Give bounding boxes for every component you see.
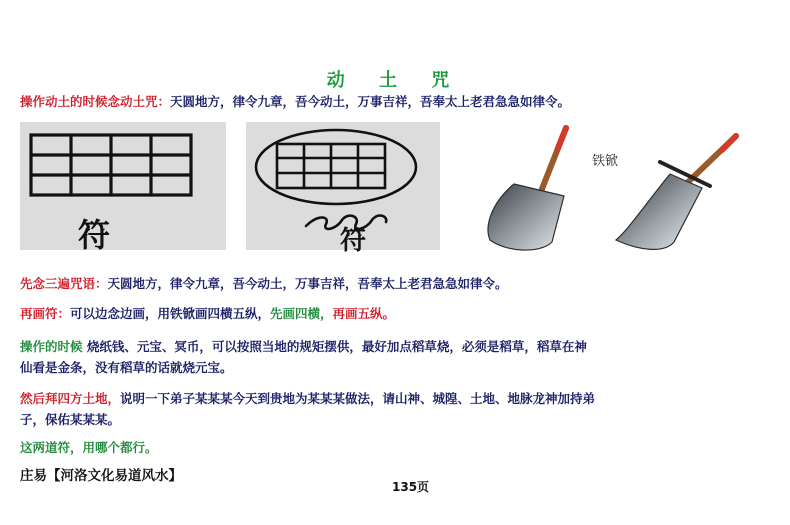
worship-label: 然后拜四方土地， — [20, 391, 121, 406]
line-either-talisman: 这两道符，用哪个都行。 — [20, 440, 158, 455]
fu-character-1: 符 — [78, 216, 111, 254]
line-operation — [20, 336, 750, 378]
page-number: 135页 — [392, 480, 430, 494]
mantra-intro-label: 操作动土的时候念动土咒： — [20, 94, 171, 109]
line-worship — [20, 388, 750, 430]
talisman-circle-image — [246, 122, 440, 256]
talisman-grid-drawing — [20, 122, 226, 250]
chant-text: 天圆地方，律令九章，吾今动土，万事吉祥，吾奉太上老君急急如律令。 — [107, 276, 508, 291]
draw-step-horizontal: 先画四横， — [270, 306, 333, 321]
line-draw-talisman — [20, 304, 750, 324]
operation-text-a: 烧纸钱、元宝、冥币，可以按照当地的规矩摆供，最好加点稻草烧，必须是稻草，稻草在神 — [82, 339, 587, 354]
iron-shovel-illustration — [478, 122, 758, 262]
shovel-label: 铁锨 — [592, 154, 619, 169]
line-mantra-intro — [20, 92, 750, 112]
worship-text-b: 子，保佑某某某。 — [20, 412, 121, 427]
page-title: 动 土 咒 — [326, 70, 464, 91]
draw-label: 再画符： — [20, 306, 71, 321]
fu-character-2: 符 — [340, 226, 367, 256]
mantra-intro-text: 天圆地方，律令九章，吾今动土，万事吉祥，吾奉太上老君急急如律令。 — [170, 94, 571, 109]
talisman-grid-image — [20, 122, 226, 254]
footer-credit: 庄易【河洛文化易道风水】 — [20, 468, 182, 484]
shovel-right — [616, 136, 736, 249]
draw-step-vertical: 再画五纵。 — [332, 306, 396, 321]
worship-text-a: 说明一下弟子某某某今天到贵地为某某某做法，请山神、城隍、土地、地脉龙神加持弟 — [120, 391, 596, 406]
operation-label: 操作的时候 — [20, 339, 83, 354]
chant-label: 先念三遍咒语： — [20, 276, 108, 291]
draw-text: 可以边念边画，用铁锨画四横五纵， — [70, 306, 271, 321]
shovel-left — [488, 128, 566, 250]
operation-text-b: 仙看是金条，没有稻草的话就烧元宝。 — [20, 360, 233, 375]
line-chant-three-times — [20, 274, 750, 294]
